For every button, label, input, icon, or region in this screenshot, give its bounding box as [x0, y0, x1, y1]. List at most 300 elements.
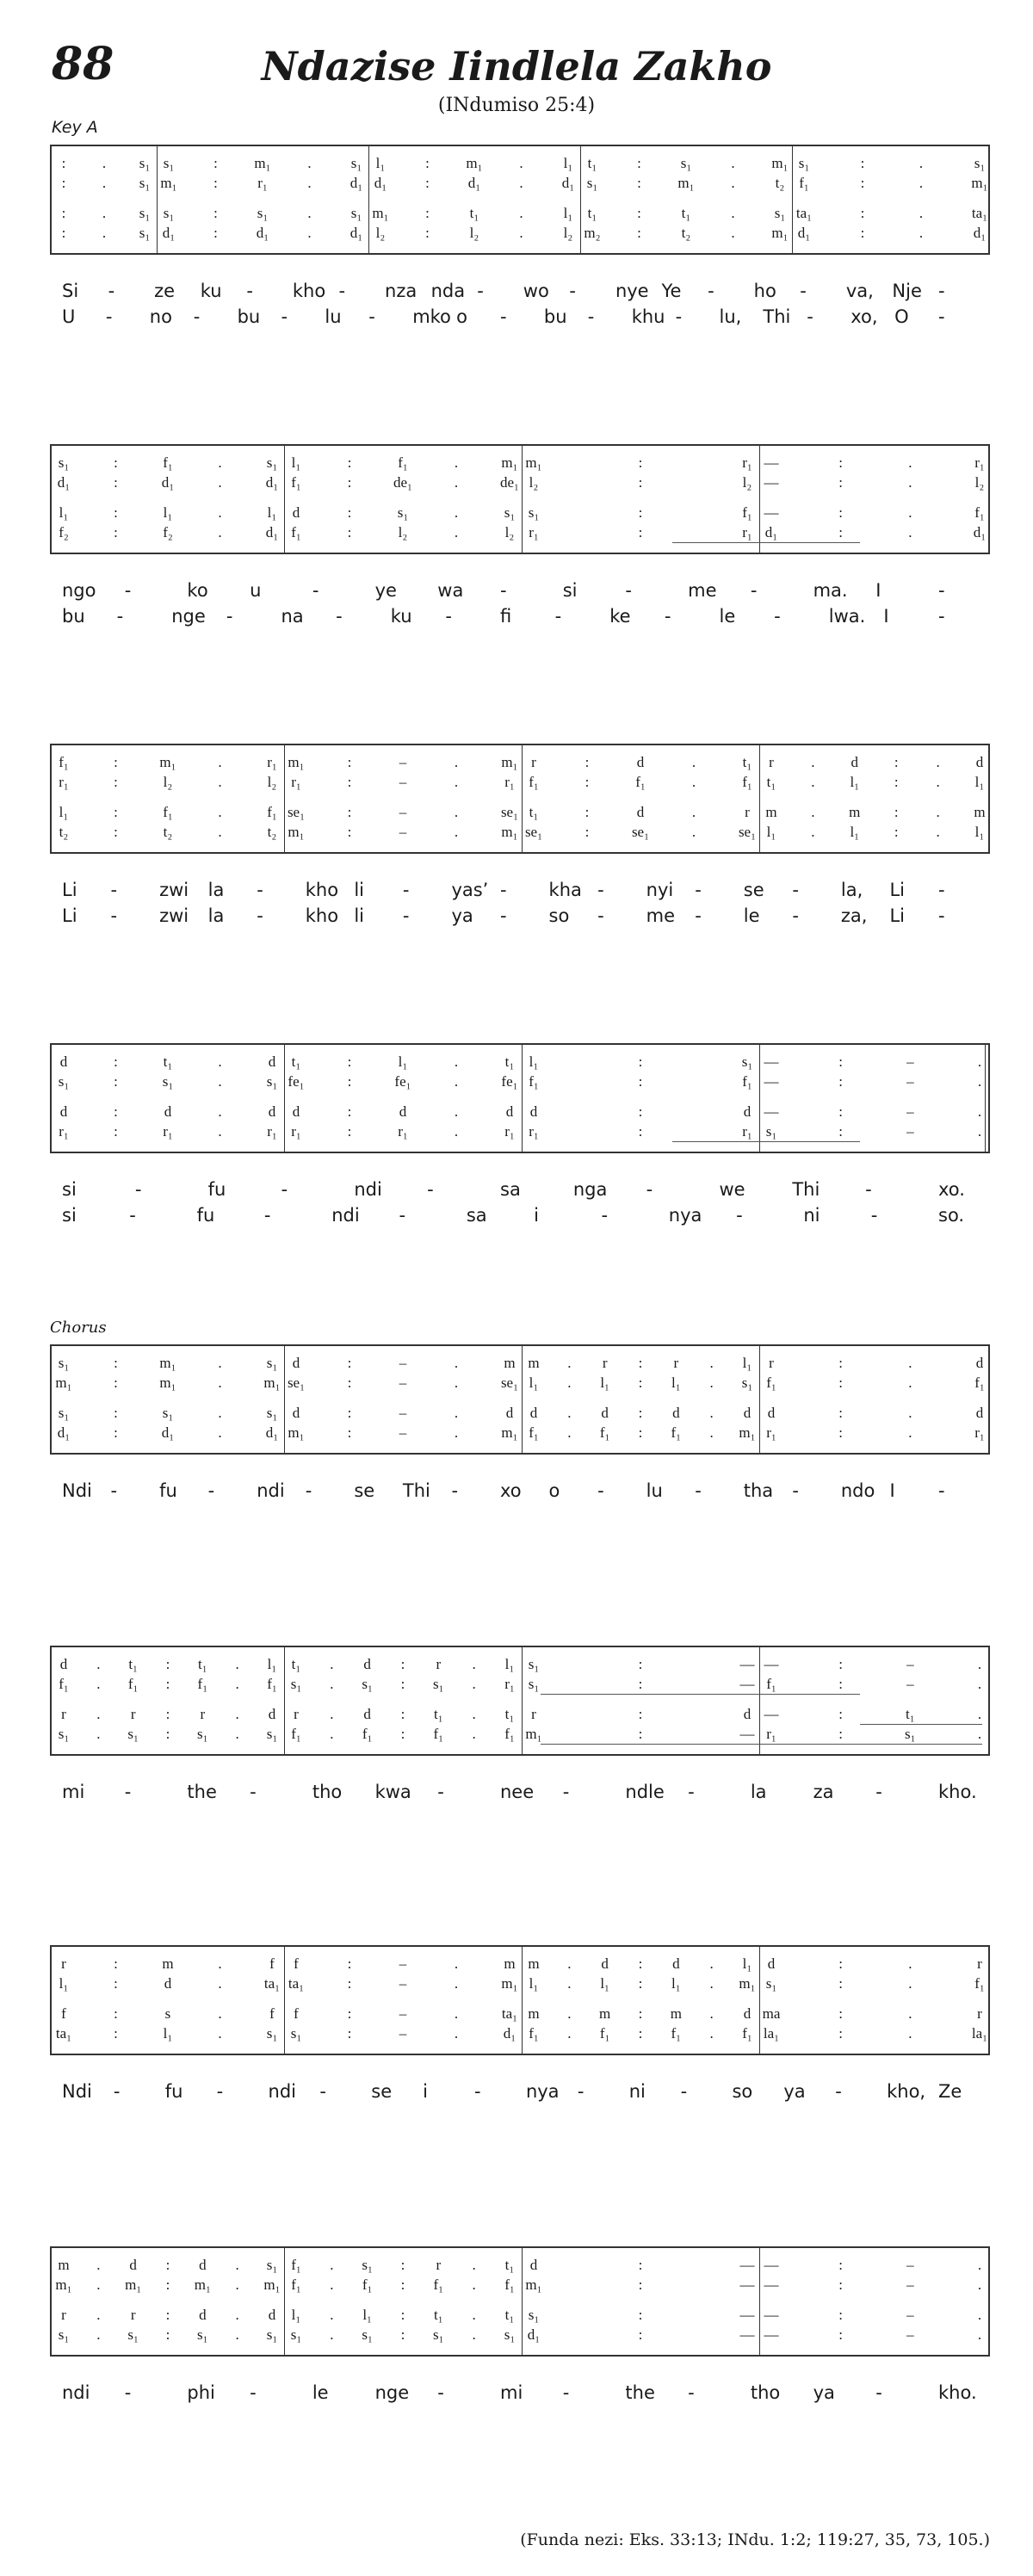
solfa-note: f₁ — [766, 1676, 776, 1692]
solfa-note: t₂ — [59, 824, 69, 840]
half-beat-dot: . — [330, 2307, 334, 2323]
voice-part-row — [52, 774, 988, 793]
lyric-syllable: fu — [159, 1480, 177, 1501]
beat-colon: : — [838, 1955, 844, 1972]
beat-colon: : — [425, 155, 430, 171]
solfa-note: s₁ — [290, 2326, 302, 2343]
half-beat-dot: . — [330, 2276, 334, 2293]
solfa-note: f₁ — [529, 2025, 539, 2042]
solfa-note: m₁ — [159, 1374, 176, 1391]
lyric-syllable: kho. — [938, 2382, 977, 2403]
lyric-syllable: ze — [154, 281, 176, 301]
lyric-syllable: kwa — [374, 1782, 411, 1802]
half-beat-dot: . — [102, 225, 107, 241]
solfa-note: m₁ — [160, 175, 177, 191]
syllable-hyphen: - — [250, 2382, 257, 2403]
solfa-note: r₁ — [291, 774, 301, 790]
solfa-note: r — [531, 1706, 536, 1722]
solfa-note: s₁ — [266, 2326, 278, 2343]
beat-colon: : — [638, 2276, 643, 2293]
voice-part-row — [52, 1726, 988, 1745]
beat-colon: : — [638, 1374, 643, 1391]
solfa-note: t₁ — [681, 205, 691, 221]
solfa-note: f₁ — [163, 454, 173, 471]
solfa-note: fe₁ — [288, 1073, 305, 1090]
lyric-syllable: ya — [813, 2382, 835, 2403]
solfa-note: s₁ — [197, 2326, 208, 2343]
lyric-syllable: so — [548, 905, 570, 926]
solfa-note: s₁ — [504, 2326, 516, 2343]
solfa-note: l₂ — [267, 774, 277, 790]
solfa-note: l₁ — [850, 774, 860, 790]
solfa-note: t₁ — [504, 1053, 515, 1070]
half-beat-dot: . — [218, 1424, 222, 1441]
syllable-hyphen: - — [226, 606, 233, 627]
solfa-note: – — [906, 2276, 914, 2293]
solfa-note: f₂ — [163, 524, 173, 541]
half-beat-dot: . — [919, 175, 924, 191]
half-beat-dot: . — [454, 1053, 459, 1070]
lyric-syllable: se — [743, 880, 764, 900]
solfa-note: s₁ — [362, 2257, 373, 2273]
solfa-note: d — [672, 1405, 680, 1421]
solfa-note: — — [764, 1656, 779, 1672]
solfa-note: se₁ — [524, 824, 543, 840]
solfa-note: r₁ — [974, 1424, 985, 1441]
solfa-note: r₁ — [59, 774, 69, 790]
voice-part-row — [52, 1073, 988, 1092]
solfa-note: — — [764, 2307, 779, 2323]
solfa-note: m₂ — [584, 225, 601, 241]
voice-part-row — [52, 524, 988, 543]
syllable-hyphen: - — [246, 281, 253, 301]
lyric-syllable: zwi — [159, 905, 189, 926]
solfa-note: d — [268, 2307, 276, 2323]
solfa-note: – — [399, 1355, 407, 1371]
lyric-syllable: bu — [543, 306, 567, 327]
solfa-note: l₁ — [291, 2307, 301, 2323]
half-beat-dot: . — [908, 1374, 912, 1391]
lyric-syllable: le — [312, 2382, 329, 2403]
solfa-note: t₁ — [587, 155, 597, 171]
beat-colon: : — [165, 1706, 170, 1722]
syllable-hyphen: - — [312, 580, 319, 601]
lyric-syllable: i — [423, 2081, 429, 2102]
beat-colon: : — [638, 504, 643, 521]
solfa-note: s₁ — [197, 1726, 208, 1742]
half-beat-dot: . — [908, 1424, 912, 1441]
syllable-hyphen: - — [250, 1782, 257, 1802]
solfa-note: r₁ — [267, 1123, 277, 1140]
solfa-note: f₁ — [362, 2276, 373, 2293]
lyric-syllable: ku — [390, 606, 412, 627]
lyric-syllable: ndo — [840, 1480, 875, 1501]
syllable-hyphen: - — [338, 281, 346, 301]
solfa-note: r₁ — [504, 774, 515, 790]
solfa-note: d₁ — [374, 175, 387, 191]
solfa-note: f₁ — [599, 2025, 610, 2042]
solfa-note: d — [363, 1706, 371, 1722]
half-beat-dot: . — [936, 804, 940, 820]
lyric-syllable: nge — [374, 2382, 410, 2403]
lyric-syllable: khu — [631, 306, 665, 327]
beat-colon: : — [638, 1656, 643, 1672]
solfa-note: r — [200, 1706, 206, 1722]
half-beat-dot: . — [908, 454, 912, 471]
solfa-note: l₁ — [267, 504, 277, 521]
half-beat-dot: . — [235, 1706, 239, 1722]
lyric-line — [0, 281, 1033, 305]
solfa-note: d — [672, 1955, 680, 1972]
syllable-hyphen: - — [134, 1179, 142, 1200]
voice-part-row — [52, 474, 988, 493]
beat-colon: : — [347, 1424, 352, 1441]
solfa-note: s₁ — [528, 1656, 540, 1672]
solfa-note: s₁ — [350, 205, 362, 221]
syllable-hyphen: - — [597, 905, 604, 926]
lyric-syllable: mi — [62, 1782, 85, 1802]
beat-colon: : — [638, 524, 643, 541]
solfa-note: – — [906, 2326, 914, 2343]
solfa-note: se₁ — [738, 824, 757, 840]
lyric-syllable: so. — [938, 1205, 965, 1226]
beat-colon: : — [638, 2307, 643, 2323]
beat-colon: : — [61, 205, 66, 221]
half-beat-dot: . — [731, 175, 735, 191]
solfa-note: s₁ — [765, 1975, 777, 1992]
lyric-syllable: za, — [840, 905, 868, 926]
syllable-hyphen: - — [597, 880, 604, 900]
solfa-note: f₁ — [504, 2276, 515, 2293]
lyric-syllable: si — [562, 580, 578, 601]
beat-colon: : — [400, 2257, 405, 2273]
syllable-hyphen: - — [305, 1480, 312, 1501]
beat-colon: : — [860, 175, 865, 191]
voice-part-row — [52, 2005, 988, 2024]
solfa-note: s₁ — [58, 1073, 70, 1090]
beat-colon: : — [347, 1374, 352, 1391]
syllable-hyphen: - — [445, 606, 452, 627]
lyric-syllable: la — [207, 905, 225, 926]
half-beat-dot: . — [96, 1676, 101, 1692]
half-beat-dot: . — [709, 2025, 714, 2042]
lyric-syllable: lwa. — [828, 606, 866, 627]
syllable-hyphen: - — [938, 880, 945, 900]
syllable-hyphen: - — [500, 905, 507, 926]
solfa-note: d — [292, 504, 300, 521]
solfa-note: f₂ — [59, 524, 69, 541]
lyric-syllable: fu — [196, 1205, 215, 1226]
half-beat-dot: . — [218, 754, 222, 770]
syllable-hyphen: - — [108, 281, 115, 301]
beat-colon: : — [165, 1726, 170, 1742]
syllable-hyphen: - — [736, 1205, 743, 1226]
half-beat-dot: . — [919, 205, 924, 221]
beat-colon: : — [637, 225, 641, 241]
lyric-line — [0, 606, 1033, 630]
solfa-note: s₁ — [58, 2326, 70, 2343]
lyric-syllable: ni — [628, 2081, 646, 2102]
lyric-syllable: ma. — [813, 580, 848, 601]
half-beat-dot: . — [454, 804, 459, 820]
half-beat-dot: . — [731, 205, 735, 221]
lyric-syllable: la, — [840, 880, 863, 900]
half-beat-dot: . — [519, 175, 523, 191]
lyric-syllable: kho. — [938, 1782, 977, 1802]
half-beat-dot: . — [454, 774, 459, 790]
solfa-note: d₁ — [764, 524, 778, 541]
lyric-syllable: na — [281, 606, 304, 627]
solfa-note: f — [269, 1955, 275, 1972]
beat-colon: : — [347, 1103, 352, 1120]
solfa-note: r₁ — [163, 1123, 173, 1140]
lyric-syllable: Thi — [402, 1480, 430, 1501]
voice-part-row — [52, 2276, 988, 2295]
beat-colon: : — [638, 1676, 643, 1692]
beat-colon: : — [347, 804, 352, 820]
hymn-title: Ndazise Iindlela Zakho — [261, 43, 772, 90]
solfa-note: d — [601, 1955, 609, 1972]
lyric-syllable: ndi — [62, 2382, 90, 2403]
solfa-note: d — [975, 1405, 984, 1421]
solfa-note: f — [294, 2005, 299, 2022]
syllable-hyphen: - — [688, 2382, 695, 2403]
syllable-hyphen: - — [688, 1782, 695, 1802]
lyric-line — [0, 1205, 1033, 1229]
solfa-note: m₁ — [771, 155, 789, 171]
lyric-syllable: xo, — [851, 306, 878, 327]
solfa-note: d — [743, 2005, 752, 2022]
syllable-hyphen: - — [281, 1179, 288, 1200]
syllable-hyphen: - — [680, 2081, 688, 2102]
solfa-note: r₁ — [742, 524, 752, 541]
syllable-hyphen: - — [708, 281, 714, 301]
solfa-note: d₁ — [57, 1424, 71, 1441]
solfa-note: l₁ — [974, 824, 985, 840]
lyric-syllable: me — [688, 580, 717, 601]
solfa-note: de₁ — [499, 474, 519, 491]
beat-colon: : — [114, 1103, 118, 1120]
chorus-label: Chorus — [50, 1319, 107, 1337]
beat-colon: : — [637, 155, 641, 171]
half-beat-dot: . — [691, 824, 696, 840]
solfa-note: — — [739, 2257, 755, 2273]
music-system — [50, 1344, 990, 1455]
solfa-note: s₁ — [905, 1726, 916, 1742]
voice-part-row — [52, 1103, 988, 1122]
beat-colon: : — [860, 155, 865, 171]
beat-colon: : — [213, 205, 218, 221]
solfa-note: t₁ — [128, 1656, 138, 1672]
syllable-hyphen: - — [116, 606, 124, 627]
half-beat-dot: . — [330, 1726, 334, 1742]
solfa-note: r₁ — [766, 1726, 776, 1742]
lyric-syllable: I — [889, 1480, 895, 1501]
half-beat-dot: . — [218, 804, 222, 820]
half-beat-dot: . — [977, 1676, 982, 1692]
beat-colon: : — [838, 2025, 844, 2042]
half-beat-dot: . — [330, 2326, 334, 2343]
solfa-note: — — [739, 2326, 755, 2343]
beat-colon: : — [61, 175, 66, 191]
beat-colon: : — [114, 2005, 118, 2022]
voice-part-row — [52, 2326, 988, 2345]
half-beat-dot: . — [218, 774, 222, 790]
lyric-syllable: kho, — [887, 2081, 926, 2102]
syllable-hyphen: - — [569, 281, 576, 301]
beat-colon: : — [838, 1975, 844, 1992]
solfa-note: s₁ — [266, 2025, 278, 2042]
solfa-note: f₁ — [197, 1676, 208, 1692]
half-beat-dot: . — [218, 1123, 222, 1140]
solfa-note: s₁ — [127, 2326, 139, 2343]
beat-colon: : — [114, 1355, 118, 1371]
syllable-hyphen: - — [695, 905, 702, 926]
beat-colon: : — [61, 155, 66, 171]
half-beat-dot: . — [330, 1656, 334, 1672]
half-beat-dot: . — [472, 2276, 476, 2293]
solfa-note: m₁ — [263, 1374, 281, 1391]
solfa-note: s₁ — [397, 504, 409, 521]
lyric-line — [0, 1179, 1033, 1203]
half-beat-dot: . — [218, 1355, 222, 1371]
half-beat-dot: . — [454, 474, 459, 491]
scripture-reference: (INdumiso 25:4) — [437, 95, 596, 116]
half-beat-dot: . — [454, 2025, 459, 2042]
half-beat-dot: . — [218, 1103, 222, 1120]
beat-colon: : — [400, 1656, 405, 1672]
beat-colon: : — [114, 454, 118, 471]
half-beat-dot: . — [691, 804, 696, 820]
half-beat-dot: . — [567, 1975, 572, 1992]
half-beat-dot: . — [936, 774, 940, 790]
lyric-syllable: nya — [668, 1205, 702, 1226]
solfa-note: f₁ — [291, 2257, 301, 2273]
syllable-hyphen: - — [216, 2081, 224, 2102]
solfa-note: r₁ — [504, 1676, 515, 1692]
lyric-syllable: Si — [62, 281, 79, 301]
beat-colon: : — [114, 1975, 118, 1992]
solfa-note: l₁ — [529, 1374, 539, 1391]
lyric-line — [0, 306, 1033, 330]
solfa-note: m — [528, 2005, 540, 2022]
half-beat-dot: . — [454, 1123, 459, 1140]
solfa-note: s₁ — [290, 1676, 302, 1692]
syllable-hyphen: - — [875, 1782, 882, 1802]
voice-part-row — [52, 1053, 988, 1072]
solfa-note: d₁ — [797, 225, 811, 241]
half-beat-dot: . — [977, 2326, 982, 2343]
solfa-note: — — [764, 2326, 779, 2343]
syllable-hyphen: - — [402, 880, 410, 900]
half-beat-dot: . — [908, 504, 912, 521]
half-beat-dot: . — [218, 824, 222, 840]
key-signature-label: Key A — [52, 118, 98, 137]
solfa-note: f₁ — [291, 2276, 301, 2293]
solfa-note: r₁ — [529, 524, 539, 541]
syllable-hyphen: - — [402, 905, 410, 926]
half-beat-dot: . — [977, 1706, 982, 1722]
lyric-syllable: zwi — [159, 880, 189, 900]
half-beat-dot: . — [709, 1355, 714, 1371]
half-beat-dot: . — [977, 1073, 982, 1090]
hold-line — [672, 1141, 860, 1142]
half-beat-dot: . — [235, 2276, 239, 2293]
solfa-note: se₁ — [287, 1374, 306, 1391]
solfa-note: d — [164, 1103, 172, 1120]
voice-part-row — [52, 2257, 988, 2276]
solfa-note: m₁ — [125, 2276, 142, 2293]
half-beat-dot: . — [454, 1073, 459, 1090]
lyric-syllable: lu — [646, 1480, 663, 1501]
lyric-syllable: za — [813, 1782, 834, 1802]
half-beat-dot: . — [908, 474, 912, 491]
half-beat-dot: . — [936, 824, 940, 840]
beat-colon: : — [638, 2326, 643, 2343]
voice-part-row — [52, 1955, 988, 1974]
solfa-note: t₂ — [681, 225, 691, 241]
solfa-note: d₁ — [349, 175, 363, 191]
syllable-hyphen: - — [695, 880, 702, 900]
half-beat-dot: . — [731, 155, 735, 171]
solfa-note: s₁ — [266, 454, 278, 471]
half-beat-dot: . — [454, 504, 459, 521]
solfa-note: d — [505, 1405, 514, 1421]
voice-part-row — [52, 454, 988, 473]
solfa-note: r₁ — [742, 1123, 752, 1140]
solfa-note: se₁ — [500, 1374, 519, 1391]
solfa-note: r₁ — [742, 454, 752, 471]
beat-colon: : — [165, 1676, 170, 1692]
solfa-note: d₁ — [467, 175, 481, 191]
lyric-syllable: se — [354, 1480, 375, 1501]
syllable-hyphen: - — [870, 1205, 878, 1226]
half-beat-dot: . — [454, 2005, 459, 2022]
beat-colon: : — [838, 1726, 844, 1742]
solfa-note: l₁ — [600, 1975, 609, 1992]
solfa-note: s₁ — [257, 205, 269, 221]
solfa-note: d — [59, 1656, 68, 1672]
lyric-syllable: tha — [743, 1480, 774, 1501]
beat-colon: : — [114, 1123, 118, 1140]
music-system — [50, 744, 990, 854]
beat-colon: : — [400, 2307, 405, 2323]
beat-colon: : — [347, 1123, 352, 1140]
solfa-note: ta₁ — [795, 205, 813, 221]
solfa-note: f₁ — [59, 1676, 69, 1692]
voice-part-row — [52, 824, 988, 843]
syllable-hyphen: - — [281, 306, 288, 327]
lyric-syllable: kho — [305, 905, 339, 926]
beat-colon: : — [347, 454, 352, 471]
beat-colon: : — [894, 774, 899, 790]
syllable-hyphen: - — [263, 1205, 271, 1226]
beat-colon: : — [838, 1405, 844, 1421]
beat-colon: : — [838, 454, 844, 471]
solfa-note: r — [673, 1355, 679, 1371]
voice-part-row — [52, 155, 988, 174]
lyric-syllable: lu, — [719, 306, 742, 327]
half-beat-dot: . — [731, 225, 735, 241]
hold-line — [860, 1724, 982, 1725]
solfa-note: m — [974, 804, 986, 820]
beat-colon: : — [114, 1955, 118, 1972]
solfa-note: l₁ — [59, 804, 69, 820]
beat-colon: : — [347, 2005, 352, 2022]
half-beat-dot: . — [567, 1374, 572, 1391]
lyric-syllable: la — [750, 1782, 767, 1802]
lyric-syllable: the — [625, 2382, 655, 2403]
